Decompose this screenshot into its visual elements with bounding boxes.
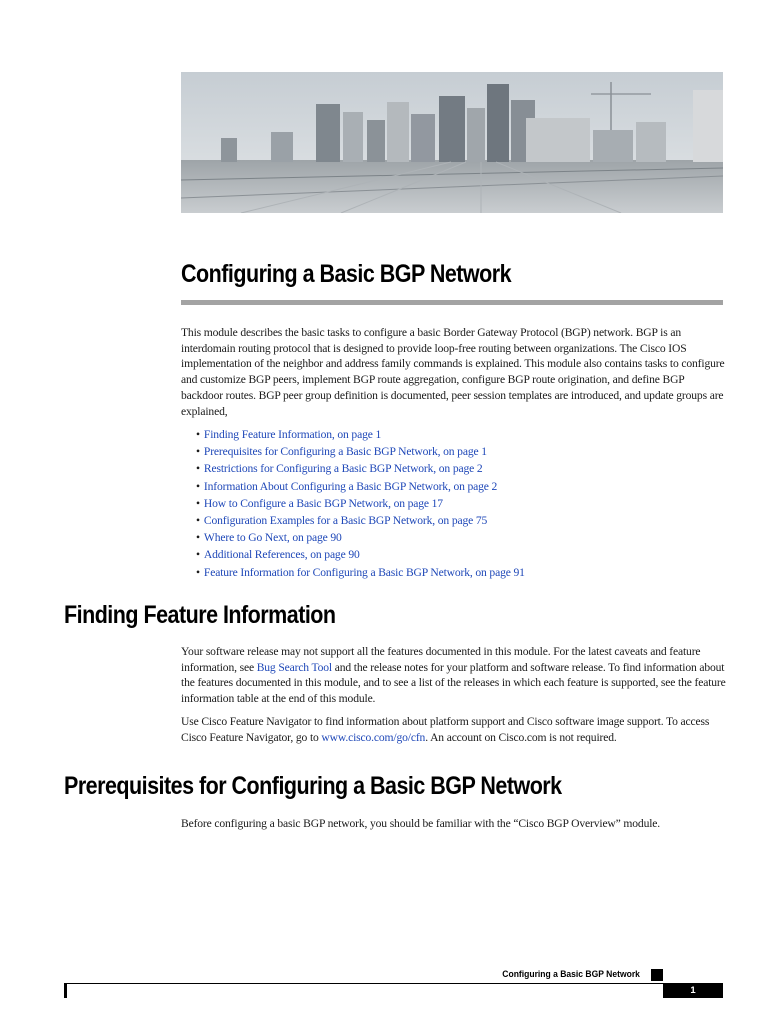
city-skyline-banner-image xyxy=(181,72,723,213)
bullet-icon: • xyxy=(196,513,200,527)
finding-feature-paragraph-1 xyxy=(181,644,726,707)
finding-p2-text-before: Use Cisco Feature Navigator to find information about platform support and Cisco software image support. To access Cisco Feature Navigator, go to xyxy=(181,715,710,744)
city-skyline-illustration xyxy=(181,72,723,213)
toc-item[interactable] xyxy=(196,426,525,443)
bullet-icon: • xyxy=(196,565,200,579)
prerequisites-heading: Prerequisites for Configuring a Basic BGP Network xyxy=(64,772,562,800)
footer-chapter-label: Configuring a Basic BGP Network xyxy=(502,969,640,980)
toc-link-additional-references[interactable]: Additional References, on page 90 xyxy=(203,548,360,562)
toc-item[interactable] xyxy=(196,495,525,512)
toc-link-restrictions[interactable]: Restrictions for Configuring a Basic BGP Network, on page 2 xyxy=(203,462,483,476)
bullet-icon: • xyxy=(196,479,200,493)
bullet-icon: • xyxy=(196,548,200,562)
toc-item[interactable] xyxy=(196,564,525,581)
finding-feature-information-heading: Finding Feature Information xyxy=(64,601,336,629)
bullet-icon: • xyxy=(196,531,200,545)
toc-item[interactable] xyxy=(196,529,525,546)
finding-p1-text-after: and the release notes for your platform and software release. To find information about the features documented in this module, and to see a list of the releases in which each feature is supported, see the feature information table at the end of this module. xyxy=(181,660,726,706)
toc-link-where-to-go-next[interactable]: Where to Go Next, on page 90 xyxy=(203,531,342,545)
toc-link-prerequisites[interactable]: Prerequisites for Configuring a Basic BGP Network, on page 1 xyxy=(203,445,487,459)
toc-item[interactable] xyxy=(196,546,525,563)
toc-item[interactable] xyxy=(196,478,525,495)
toc-link-information-about[interactable]: Information About Configuring a Basic BGP Network, on page 2 xyxy=(203,479,498,493)
toc-item[interactable] xyxy=(196,512,525,529)
finding-p1-text-before: Your software release may not support all the features documented in this module. For the latest caveats and feature information, see xyxy=(181,645,701,674)
footer-rule xyxy=(64,983,663,984)
toc-link-feature-information[interactable]: Feature Information for Configuring a Basic BGP Network, on page 91 xyxy=(203,565,525,579)
toc-item[interactable] xyxy=(196,460,525,477)
toc-link-how-to-configure[interactable]: How to Configure a Basic BGP Network, on page 17 xyxy=(203,496,443,510)
bullet-icon: • xyxy=(196,462,200,476)
bullet-icon: • xyxy=(196,496,200,510)
bug-search-tool-link[interactable]: Bug Search Tool xyxy=(256,660,332,674)
toc-list xyxy=(196,426,525,581)
toc-link-finding-feature-information[interactable]: Finding Feature Information, on page 1 xyxy=(203,428,382,441)
prerequisites-paragraph: Before configuring a basic BGP network, you should be familiar with the “Cisco BGP Overview” module. xyxy=(181,817,661,830)
toc-item[interactable] xyxy=(196,443,525,460)
footer-tick-mark xyxy=(64,983,67,998)
title-rule xyxy=(181,300,723,305)
intro-paragraph: This module describes the basic tasks to configure a basic Border Gateway Protocol (BGP) network. BGP is an interdomain routing protocol that is designed to provide loop-free routing between organizations. The Cisco IOS implementation of the neighbor and address family commands is explained. This module also contains tasks to configure and customize BGP peers, implement BGP route aggregation, configure BGP route origination, and define BGP backdoor routes. BGP peer group definition is documented, peer session templates are introduced, and update groups are explained, xyxy=(181,326,725,418)
chapter-title: Configuring a Basic BGP Network xyxy=(181,260,512,288)
page-number: 1 xyxy=(663,983,723,998)
toc-link-configuration-examples[interactable]: Configuration Examples for a Basic BGP Network, on page 75 xyxy=(203,513,488,527)
footer-tab-marker xyxy=(651,969,663,981)
cisco-feature-navigator-link[interactable]: www.cisco.com/go/cfn xyxy=(321,730,426,744)
bullet-icon: • xyxy=(196,445,200,459)
finding-feature-paragraph-2 xyxy=(181,714,726,745)
finding-p2-text-after: . An account on Cisco.com is not required. xyxy=(425,730,617,744)
bullet-icon: • xyxy=(196,428,200,441)
